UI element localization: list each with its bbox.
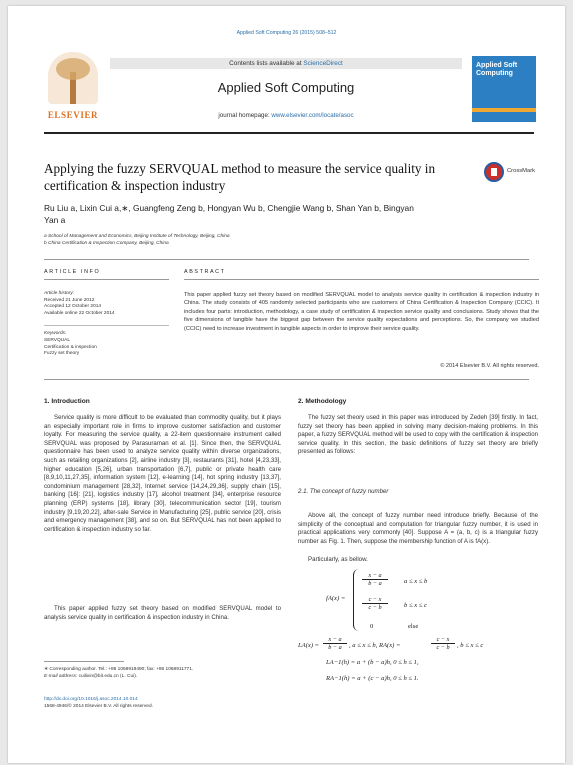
issn-line: 1568-4946/© 2014 Elsevier B.V. All rights reserved.: [44, 704, 153, 709]
contents-line: Contents lists available at ScienceDirect: [110, 58, 462, 69]
cover-title: Applied Soft Computing: [476, 62, 518, 77]
sciencedirect-link[interactable]: ScienceDirect: [303, 60, 343, 67]
abstract-bottom-divider: [44, 379, 529, 380]
affiliations: [44, 233, 444, 247]
corresponding-author-footnote: ∗ Corresponding author. Tel.: +86 1068918490; fax: +86 1068911771. E-mail address: cuilixin@bit.edu.cn (L. Cui).: [44, 667, 194, 679]
methodology-paragraph-3: Particularly, as bellow.: [308, 556, 368, 563]
journal-banner: [110, 52, 462, 122]
abstract-rule: [184, 279, 539, 280]
article-history: Article history: Received 21 June 2012 Accepted 12 October 2014 Available online 22 October 2014 Keywords: SERVQUAL Certification & inspection Fuzzy set theory: [44, 291, 169, 358]
case3-condition: else: [408, 623, 419, 630]
subsection-heading: 2.1. The concept of fuzzy number: [298, 488, 389, 495]
homepage-line: journal homepage: www.elsevier.com/locate/asoc: [218, 112, 354, 119]
homepage-link[interactable]: www.elsevier.com/locate/asoc: [271, 112, 354, 119]
received-date: Received 21 June 2012: [44, 297, 95, 303]
online-date: Available online 22 October 2014: [44, 310, 115, 316]
left-function-label: LA(x) =: [298, 642, 320, 649]
case1-condition: a ≤ x ≤ b: [404, 578, 428, 585]
article-info-heading: ARTICLE INFO: [44, 269, 101, 275]
keyword: Fuzzy set theory: [44, 351, 80, 357]
email-address[interactable]: cuilixin@bit.edu.cn (L. Cui).: [77, 674, 138, 679]
keyword: Certification & inspection: [44, 344, 97, 350]
crossmark-label: CrossMark: [507, 168, 536, 174]
case2-fraction: $\frac{c - x}{c - b}$: [362, 596, 388, 611]
left-inverse-equation: LA−1(h) = a + (b − a)h, 0 ≤ h ≤ 1,: [326, 659, 419, 666]
keywords-label: Keywords:: [44, 331, 67, 337]
journal-cover-thumbnail: [472, 56, 536, 122]
keyword: SERVQUAL: [44, 337, 71, 343]
case1-fraction: $\frac{x - a}{b - a}$: [362, 572, 388, 587]
running-header[interactable]: Applied Soft Computing 26 (2015) 508–512: [236, 30, 337, 36]
membership-function-label: fA(x) =: [326, 595, 346, 602]
journal-header: [44, 52, 564, 130]
article-title: Applying the fuzzy SERVQUAL method to measure the service quality in certification & inspection industry: [44, 161, 436, 193]
accepted-date: Accepted 12 October 2014: [44, 304, 102, 310]
affiliation-b: b China Certification & Inspection Company, Beijing, China: [44, 241, 169, 246]
info-rule: [44, 279, 169, 280]
right-function-fraction: $\frac{c - x}{c - b}$: [431, 636, 455, 651]
publication-ids: [44, 696, 284, 710]
crossmark-badge[interactable]: [484, 162, 546, 184]
methodology-paragraph-2: Above all, the concept of fuzzy number need introduce briefly. Because of the simplicity of the conceptual and computation for triangular fuzzy number, it is used in practical applications very commonly [40]. Suppose A = (a, b, c) is a triangular fuzzy number as Fig. 1. Then, suppose the membership function of A is fA(x).: [298, 512, 538, 545]
abstract-heading: ABSTRACT: [184, 269, 226, 275]
left-function-condition: , a ≤ x ≤ b, RA(x) =: [349, 642, 401, 649]
abstract-copyright: © 2014 Elsevier B.V. All rights reserved.: [440, 363, 539, 369]
paper-page: [8, 6, 565, 763]
cover-stripe: [472, 108, 536, 112]
publisher-name: ELSEVIER: [47, 110, 99, 120]
left-function-fraction: $\frac{x - a}{b - a}$: [323, 636, 347, 651]
right-inverse-equation: RA−1(h) = a + (c − a)h, 0 ≤ h ≤ 1.: [326, 675, 419, 682]
author-list: Ru Liu a, Lixin Cui a,∗, Guangfeng Zeng b, Hongyan Wu b, Chengjie Wang b, Shan Yan b, Bingyan Yan a: [44, 203, 414, 225]
elsevier-tree-icon: [48, 52, 98, 104]
affiliation-a: a School of Management and Economics, Beijing Institute of Technology, Beijing, China: [44, 234, 230, 239]
intro-paragraph-2: This paper applied fuzzy set theory based on modified SERVQUAL model to analysis service quality in certification & inspection industry in China.: [44, 605, 281, 621]
crossmark-icon: [484, 162, 504, 182]
elsevier-logo: [44, 52, 102, 122]
methodology-heading: 2. Methodology: [298, 398, 347, 405]
piecewise-brace: [353, 569, 359, 631]
footnote-rule: [44, 661, 124, 662]
intro-paragraph-1: Service quality is more difficult to be evaluated than commodity quality, but it plays an especially important role in firms to improve customer satisfaction and customer loyalty. For measuring the service quality, a 22-item questionnaire instrument called SERVQUAL was proposed by Parasuraman et al. [1]. Since then, the SERVQUAL questionnaire has been used to analyze service quality within diverse organizations, such as retailing organizations [2], airline industry [3], restaurants [31], hotel [4,23,33], higher education [5,26], urban transportation [6,7], public or private health care [8,9,10,11,27,35], information system [12], e-learning [14], hot spring industry [13,37], condominium management [28,32], Internet service [14,24,29,36], supply chain [15], banking [16]: [21], logistics industry [17], alcohol treatment [34], enterprise resource planning (ERP) systems [18], library [30], telecommunication sector [19], tourism industry [9,19,20,22], after-sale Service in Manufacturing [25], public service [20], crisis and emergency management [38], and so on. But SERVQUAL has not been applied to certification & inspection industry so far.: [44, 414, 281, 533]
case2-condition: b ≤ x ≤ c: [404, 602, 427, 609]
meta-divider: [44, 259, 529, 260]
abstract-body: This paper applied fuzzy set theory based on modified SERVQUAL model to analysis service quality in certification & inspection industry in China. The study consists of 405 randomly selected participants who are customers of China Certification & Inspection Company (CCIC). It includes four parts: introduction, methodology, a case study of certification & inspection service quality and conclusions. Study shows that the five dimensions of tangible have the biggest gap between the service quality expectations and perceptions. So, the company we studied (CCIC) need to increase investment in tangible aspects in order to improve their service quality.: [184, 292, 539, 332]
methodology-paragraph-1: The fuzzy set theory used in this paper was introduced by Zedeh [39] firstly. In fact, fuzzy set theory has been applied in solving many decision-making problems. In this paper, a fuzzy SERVQUAL method will be used to copy with the certification & inspection service quality. In this section, the basic definitions of fuzzy set theory are briefly presented as follows:: [298, 414, 538, 456]
journal-title: Applied Soft Computing: [217, 80, 355, 95]
case3-value: 0: [370, 623, 374, 630]
doi-link[interactable]: http://dx.doi.org/10.1016/j.asoc.2014.10.014: [44, 697, 138, 702]
header-divider: [44, 132, 534, 134]
intro-heading: 1. Introduction: [44, 398, 90, 405]
right-function-condition: , b ≤ x ≤ c: [457, 642, 484, 649]
